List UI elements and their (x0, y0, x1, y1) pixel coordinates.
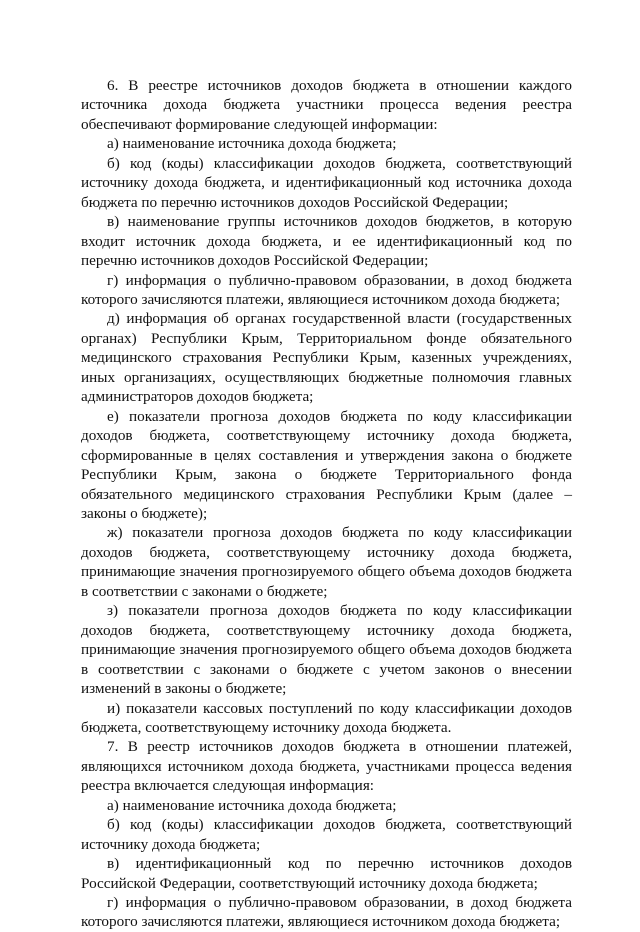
paragraph-7: 7. В реестр источников доходов бюджета в отношении платежей, являющихся источником дохода бюджета, участниками процесса ведения реестра включается следующая информация: (81, 738, 572, 795)
paragraph-6-e: е) показатели прогноза доходов бюджета по коду классификации доходов бюджета, соответствующему источнику дохода бюджета, сформированные в целях составления и утверждения закона о бюджете Республики Крым, закона о бюджете Территориального фонда обязательного медицинского страхования Республики Крым (далее – законы о бюджете); (81, 407, 572, 522)
paragraph-6-g: г) информация о публично-правовом образовании, в доход бюджета которого зачисляются платежи, являющиеся источником дохода бюджета; (81, 271, 572, 308)
paragraph-6-i: и) показатели кассовых поступлений по коду классификации доходов бюджета, соответствующему источнику дохода бюджета. (81, 699, 572, 736)
paragraph-6-zh: ж) показатели прогноза доходов бюджета по коду классификации доходов бюджета, соответствующему источнику дохода бюджета, принимающие значения прогнозируемого общего объема доходов бюджета в соответствии с законами о бюджете; (81, 524, 572, 600)
paragraph-6-d: д) информация об органах государственной власти (государственных органах) Республики Крым, Территориальном фонде обязательного медицинского страхования Республики Крым, казенных учреждениях, иных организациях, осуществляющих бюджетные полномочия главных администраторов доходов бюджета; (81, 310, 572, 406)
paragraph-7-v: в) идентификационный код по перечню источников доходов Российской Федерации, соответствующий источнику дохода бюджета; (81, 855, 572, 892)
paragraph-6-v: в) наименование группы источников доходов бюджетов, в которую входит источник дохода бюджета, и ее идентификационный код по перечню источников доходов Российской Федерации; (81, 213, 572, 270)
paragraph-7-b: б) код (коды) классификации доходов бюджета, соответствующий источнику дохода бюджета; (81, 816, 572, 853)
paragraph-6-a: а) наименование источника дохода бюджета; (107, 135, 397, 153)
paragraph-6-b: б) код (коды) классификации доходов бюджета, соответствующий источнику дохода бюджета, и идентификационный код источника дохода бюджета по перечню источников доходов Российской Федерации; (81, 154, 572, 211)
paragraph-7-a: а) наименование источника дохода бюджета; (107, 796, 397, 814)
paragraph-6-z: з) показатели прогноза доходов бюджета по коду классификации доходов бюджета, соответствующему источнику дохода бюджета, принимающие значения прогнозируемого общего объема доходов бюджета в соответствии с законами о бюджете с учетом законов о внесении изменений в законы о бюджете; (81, 602, 572, 698)
paragraph-7-g: г) информация о публично-правовом образовании, в доход бюджета которого зачисляются платежи, являющиеся источником дохода бюджета; (81, 894, 572, 931)
paragraph-6: 6. В реестре источников доходов бюджета в отношении каждого источника дохода бюджета участники процесса ведения реестра обеспечивают формирование следующей информации: (81, 77, 572, 133)
